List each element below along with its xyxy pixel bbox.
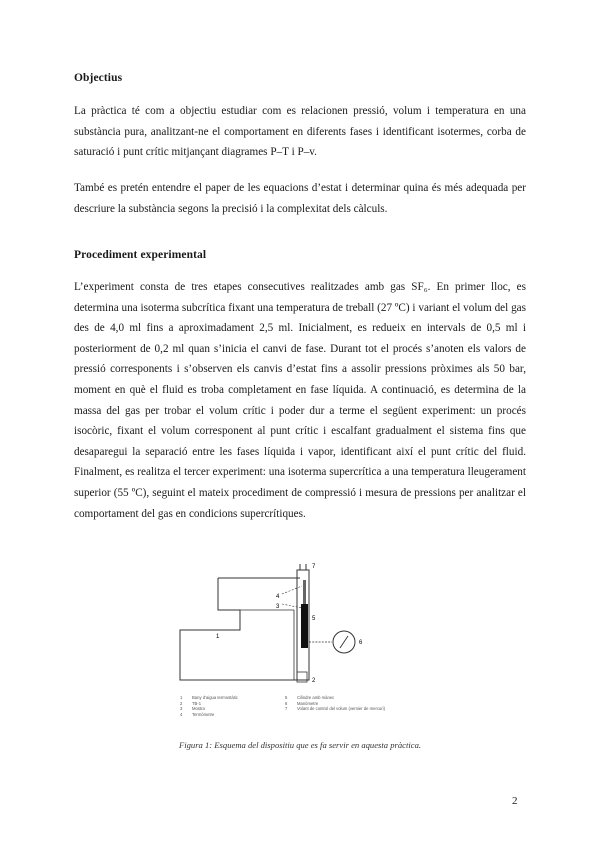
section-heading-objectius: Objectius [74, 72, 123, 84]
leader-line-4 [282, 586, 302, 594]
paragraph-objectius-1: La pràctica té com a objectiu estudiar com es relacionen pressió, volum i temperatura en una substància pura, analitzant-ne el comportament en diferents fases i identificant isotermes, corba de saturació i punt crític mitjançant diagrames P–T i P–v. [74, 105, 526, 159]
legend-column-left [180, 695, 300, 717]
leader-line-3 [282, 604, 302, 608]
legend-item: 7 Volant de control del volum (vernier de mercuri) [285, 706, 385, 712]
bath-outline [180, 578, 298, 680]
label-3: 3 [276, 604, 280, 610]
label-5: 5 [312, 616, 316, 622]
legend-item: 4 Termòmetre [180, 711, 215, 717]
legend-item: 3 Mostra [180, 706, 205, 712]
label-4: 4 [276, 594, 280, 600]
legend-item: 2 TB-1 [180, 700, 202, 706]
figure-caption: Figura 1: Esquema del dispositiu que es fa servir en aquesta pràctica. [178, 740, 422, 750]
legend-item: 6 Manòmetre [285, 700, 319, 706]
legend-item: 5 Cilindre amb mànec [285, 695, 335, 700]
legend-column-right [285, 695, 405, 712]
label-1: 1 [216, 634, 220, 640]
label-7: 7 [312, 564, 316, 570]
section-heading-procediment: Procediment experimental [74, 249, 207, 261]
label-2: 2 [312, 678, 316, 684]
paragraph-objectius-2: També es pretén entendre el paper de les equacions d’estat i determinar quina és més adequada per descriure la substància segons la precisió i la complexitat dels càlculs. [74, 182, 526, 215]
legend-item: 1 Bany d’aigua termostàtic [180, 695, 238, 700]
paragraph-procediment: L’experiment consta de tres etapes consecutives realitzades amb gas SF₆. En primer lloc, es determina una isoterma subcrítica fixant una temperatura de treball (27 ºC) i variant el volum del gas des de 4,0 ml fins a aproximadament 2,5 ml. Inicialment, es redueix en intervals de 0,5 ml i posteriorment de 0,2 ml quan s’inicia el canvi de fase. Durant tot el procés s’anoten els valors de pressió corresponents i s’observen els canvis d’estat fins a assolir pressions pròximes als 50 bar, moment en què el fluid es troba completament en fase líquida. A continuació, es determina de la massa del gas per trobar el volum crític i poder dur a terme el següent experiment: un procés isocòric, fixant el volum corresponent al punt crític i escalfant gradualment el sistema fins que desaparegui la separació entre les fases líquida i vapor, identificant així el punt crític del fluid. Finalment, es realitza el tercer experiment: una isoterma supercrítica a una temperatura lleugerament superior (55 ºC), seguint el mateix procediment de compressió i mesura de pressions per analitzar el comportament del gas en condicions supercrítiques. [74, 281, 526, 520]
sample-column [301, 604, 308, 648]
page-number: 2 [512, 795, 518, 807]
label-6: 6 [359, 640, 363, 646]
apparatus-drawing [170, 560, 440, 690]
thermometer-stem [303, 580, 306, 604]
manometer-needle [340, 636, 348, 648]
